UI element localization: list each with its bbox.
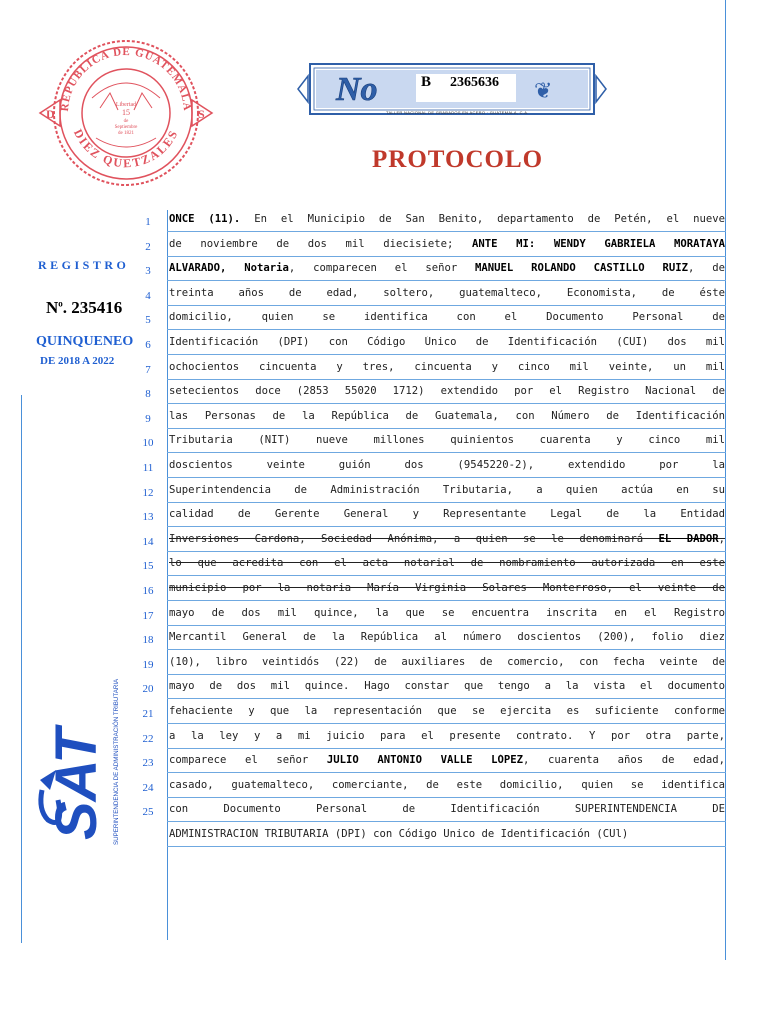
text-segment: EL DADOR (658, 532, 719, 545)
text-line (169, 582, 725, 594)
text-segment: setecientos doce (2853 55020 1712) extendido por el Registro Nacional de (169, 385, 725, 398)
line-number: 13 (142, 511, 154, 524)
seal-ring-bottom-text: DIEZ QUETZALES (70, 126, 181, 171)
ruled-line (167, 846, 726, 847)
registro-label: REGISTRO (38, 258, 130, 272)
text-segment: Identificación (DPI) con Código Único de Identificación (CUI) dos mil (169, 336, 725, 348)
text-segment: Tributaria (NIT) nueve millones quinientos cuarenta y cinco mil (169, 434, 725, 447)
registro-number: $N^o$. 235416 (46, 298, 123, 317)
banner-caption: TALLER NACIONAL DE GRABADOS EN ACERO · GUATEMALA, C.A. (386, 110, 529, 115)
text-line (169, 459, 725, 471)
sat-logo-vertical-caption: SUPERINTENDENCIA DE ADMINISTRACIÓN TRIBUTARIA (113, 678, 120, 845)
line-number: 5 (145, 314, 151, 327)
line-number: 1 (145, 216, 151, 228)
ruled-line (167, 723, 726, 724)
ruled-line (167, 354, 726, 355)
line-number: 14 (142, 535, 154, 548)
seal-center-line-3: de (123, 119, 129, 124)
ruled-line (167, 600, 726, 601)
line-number: 24 (142, 781, 154, 794)
text-line (169, 287, 725, 299)
text-line (169, 557, 725, 569)
text-segment: doscientos veinte guión dos (9545220-2), extendido por la (169, 459, 725, 471)
text-line (169, 311, 725, 323)
text-segment: treinta años de edad, soltero, guatemalteco, Economista, de éste (169, 286, 725, 299)
text-segment: las Personas de la República de Guatemala, con Número de Identificación (169, 409, 725, 422)
ruled-line (167, 477, 726, 478)
text-segment: con Documento Personal de Identificación SUPERINTENDENCIA DE (169, 803, 725, 816)
ruled-line (167, 502, 726, 503)
text-line (169, 336, 725, 348)
line-number: 10 (142, 437, 154, 450)
ruled-line (167, 625, 726, 626)
text-line (169, 828, 725, 840)
seal-center-line-1: Libertad (115, 102, 137, 108)
banner-number-symbol: No (336, 71, 378, 108)
text-segment: municipio por la notaria María Virginia Solares Monterroso, el veinte de (169, 582, 725, 594)
guatemala-seal-stamp (30, 38, 222, 188)
line-number: 12 (142, 486, 154, 499)
line-number: 21 (142, 708, 154, 720)
text-line (169, 262, 725, 274)
ruled-line (167, 305, 726, 306)
ruled-line (167, 256, 726, 257)
line-number: 17 (142, 609, 154, 622)
seal-center-line-2: 15 (122, 108, 130, 117)
line-number: 2 (145, 240, 151, 253)
line-number: 20 (142, 683, 154, 696)
seal-left-letter: D (46, 107, 55, 121)
text-line (169, 656, 725, 668)
line-number: 6 (145, 339, 151, 351)
line-number: 8 (145, 388, 151, 401)
page-title: PROTOCOLO (372, 146, 544, 173)
text-line (169, 238, 725, 250)
text-line (169, 410, 725, 422)
text-line (169, 361, 725, 373)
quinquenio-label: QUINQUENEO (36, 334, 134, 349)
ruled-line (167, 797, 726, 798)
text-segment: mayo de dos mil quince. Hago constar que tengo a la vista el documento (169, 680, 725, 693)
text-segment: casado, guatemalteco, comerciante, de este domicilio, quien se identifica (169, 778, 725, 791)
text-segment: JULIO ANTONIO VALLE LÓPEZ (326, 754, 524, 767)
line-number: 9 (145, 412, 151, 425)
text-segment: fehaciente y que la representación que se ejercita es suficiente conforme (169, 705, 725, 717)
text-line (169, 730, 725, 742)
text-segment: , de (688, 262, 725, 275)
ruled-line (167, 526, 726, 527)
seal-center-line-4: Septiembre (114, 125, 138, 130)
banner-ornament-icon: ❦ (534, 79, 553, 104)
text-segment: domicilio, quien se identifica con el Documento Personal de (169, 311, 725, 324)
text-segment: a la ley y a mi juicio para el presente contrato. Y por otra parte, (169, 729, 725, 742)
text-segment: comparece el señor (169, 754, 327, 767)
seal-center-line-5: de 1821 (118, 131, 134, 136)
text-line (169, 705, 725, 717)
text-line (169, 803, 725, 815)
ruled-line (167, 280, 726, 281)
text-segment: ANTE MI: WENDY GABRIELA MORATAYA (471, 237, 725, 250)
sat-logo-letters: SAT (44, 728, 109, 840)
text-line (169, 508, 725, 520)
line-number: 22 (142, 732, 154, 745)
text-segment: ALVARADO, Notaria (169, 262, 289, 275)
seal-ring-top-text: REPUBLICA DE GUATEMALA (58, 45, 194, 112)
ruled-line (167, 772, 726, 773)
text-segment: ochocientos cincuenta y tres, cincuenta y cinco mil veinte, un mil (169, 360, 725, 373)
text-segment: ADMINISTRACION TRIBUTARIA (DPI) con Código Unico de Identificación (CUl) (169, 828, 629, 840)
seal-right-letter: S (198, 107, 205, 121)
text-segment: , (718, 532, 725, 545)
text-line (169, 484, 725, 496)
ruled-line (167, 551, 726, 552)
quinquenio-date-range: DE 2018 A 2022 (40, 355, 115, 367)
ruled-line (167, 575, 726, 576)
ruled-line (167, 231, 726, 232)
text-segment: En el Municipio de San Benito, departamento de Petén, el nueve (240, 213, 725, 225)
text-segment: , comparecen el señor (288, 262, 476, 275)
ruled-line (167, 698, 726, 699)
line-number: 3 (145, 265, 151, 278)
ruled-line (167, 329, 726, 330)
line-number: 23 (142, 757, 154, 770)
ruled-line (167, 674, 726, 675)
banner-series-letter: B (421, 74, 432, 90)
left-margin-line (21, 395, 22, 943)
line-number: 16 (142, 585, 154, 597)
text-segment: (10), libro veintidós (22) de auxiliares de comercio, con fecha veinte de (169, 655, 725, 668)
text-segment: calidad de Gerente General y Representante Legal de la Entidad (169, 508, 725, 521)
text-segment: mayo de dos mil quince, la que se encuentra inscrita en el Registro (169, 606, 725, 619)
text-line (169, 754, 725, 766)
ruled-line (167, 748, 726, 749)
text-line (169, 779, 725, 791)
line-number: 18 (142, 634, 154, 647)
text-segment: ONCE (11). (169, 213, 241, 225)
text-line (169, 631, 725, 643)
text-line (169, 385, 725, 397)
ruled-line (167, 403, 726, 404)
text-line (169, 533, 725, 545)
line-number: 11 (142, 462, 154, 474)
line-number: 7 (145, 363, 151, 376)
line-number: 25 (142, 806, 154, 819)
text-line (169, 213, 725, 225)
text-segment: Inversiones Cardona, Sociedad Anónima, a quien se le denominará (169, 532, 659, 545)
line-number: 15 (142, 560, 154, 573)
text-segment: de noviembre de dos mil diecisiete; (169, 237, 472, 250)
banner-serial-number: 2365636 (450, 75, 499, 90)
ruled-line (167, 821, 726, 822)
sat-logo (34, 670, 124, 850)
ruled-line (167, 428, 726, 429)
text-segment: Mercantil General de la República al número doscientos (200), folio diez (169, 631, 725, 644)
line-number: 19 (142, 658, 154, 671)
text-line (169, 680, 725, 692)
text-line (169, 434, 725, 446)
text-segment: , cuarenta años de edad, (523, 754, 725, 767)
text-segment: lo que acredita con el acta notarial de nombramiento autorizada en este (169, 557, 725, 570)
right-margin-line (725, 0, 726, 960)
ruled-line (167, 649, 726, 650)
text-segment: MANUEL ROLANDO CASTILLO RUIZ (475, 262, 689, 275)
line-number: 4 (145, 289, 151, 302)
ruled-line (167, 452, 726, 453)
text-segment: Superintendencia de Administración Tributaria, a quien actúa en su (169, 483, 725, 496)
ruled-line (167, 379, 726, 380)
text-line (169, 607, 725, 619)
